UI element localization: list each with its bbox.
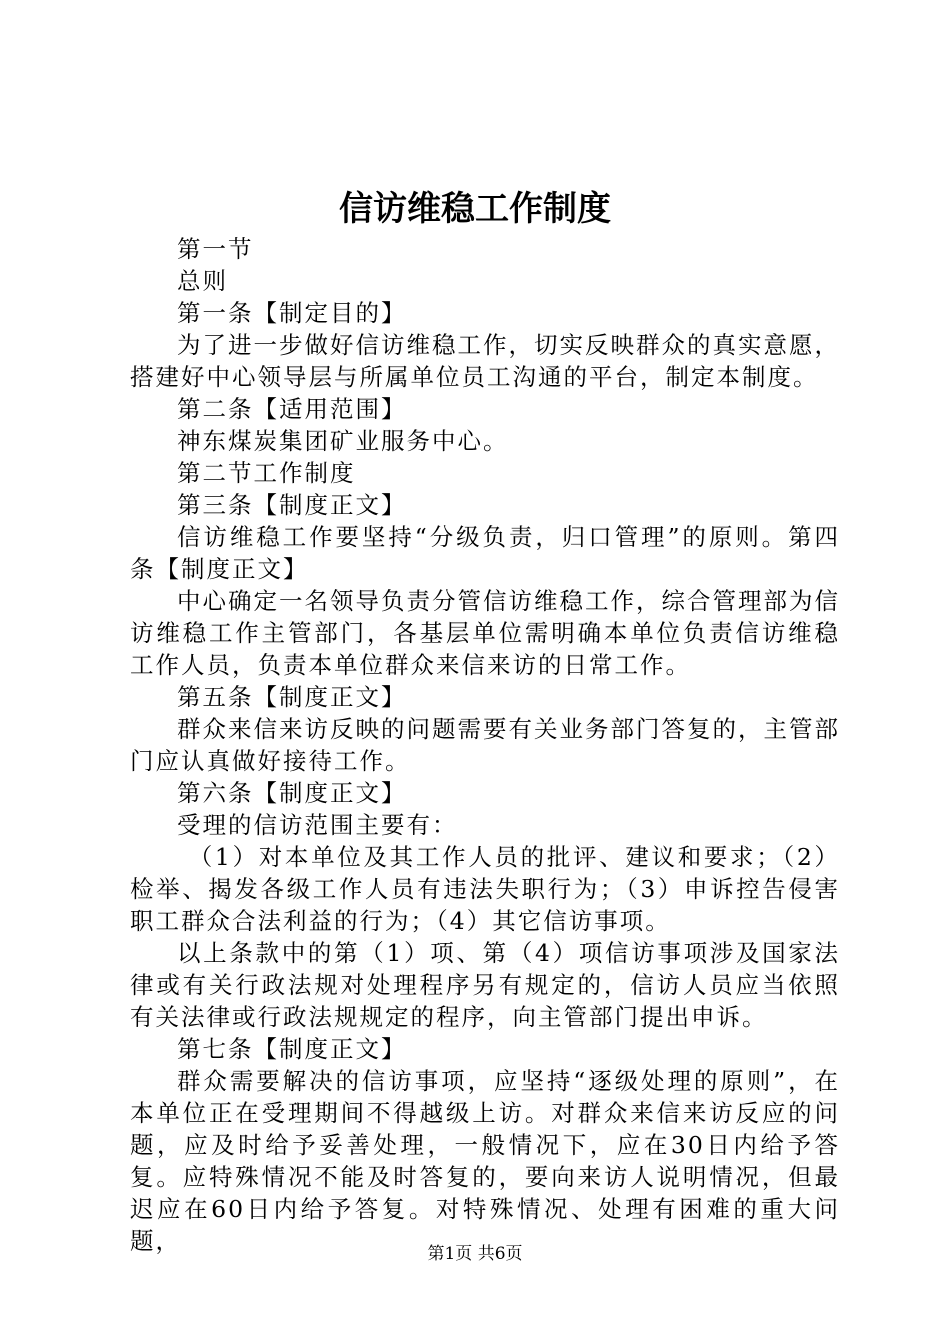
body-paragraph: 群众来信来访反映的问题需要有关业务部门答复的，主管部门应认真做好接待工作。 bbox=[130, 715, 840, 775]
article-heading: 第六条【制度正文】 bbox=[177, 779, 407, 807]
body-paragraph: 受理的信访范围主要有： bbox=[177, 811, 458, 839]
body-paragraph: 中心确定一名领导负责分管信访维稳工作，综合管理部为信访维稳工作主管部门，各基层单位需明确本单位负责信访维稳工作人员，负责本单位群众来信来访的日常工作。 bbox=[130, 587, 840, 679]
article-heading: 第七条【制度正文】 bbox=[177, 1035, 407, 1063]
body-paragraph: 为了进一步做好信访维稳工作，切实反映群众的真实意愿，搭建好中心领导层与所属单位员工沟通的平台，制定本制度。 bbox=[130, 331, 840, 391]
document-body bbox=[130, 233, 840, 1257]
article-heading: 第五条【制度正文】 bbox=[177, 683, 407, 711]
body-paragraph: 以上条款中的第（1）项、第（4）项信访事项涉及国家法律或有关行政法规对处理程序另有规定的，信访人员应当依照有关法律或行政法规规定的程序，向主管部门提出申诉。 bbox=[130, 939, 840, 1031]
section-heading: 第二节工作制度 bbox=[177, 459, 356, 487]
section-heading: 第一节 bbox=[177, 235, 254, 263]
enumerated-list-paragraph: （1）对本单位及其工作人员的批评、建议和要求；（2）检举、揭发各级工作人员有违法失职行为；（3）申诉控告侵害职工群众合法利益的行为；（4）其它信访事项。 bbox=[130, 843, 840, 935]
body-paragraph: 群众需要解决的信访事项，应坚持“逐级处理的原则”，在本单位正在受理期间不得越级上访。对群众来信来访反应的问题，应及时给予妥善处理，一般情况下，应在30日内给予答复。应特殊情况不能及时答复的，要向来访人说明情况，但最迟应在60日内给予答复。对特殊情况、处理有困难的重大问题， bbox=[130, 1067, 840, 1255]
section-subheading: 总则 bbox=[177, 267, 228, 295]
body-paragraph: 信访维稳工作要坚持“分级负责，归口管理”的原则。第四条【制度正文】 bbox=[130, 523, 840, 583]
article-heading: 第三条【制度正文】 bbox=[177, 491, 407, 519]
article-heading: 第二条【适用范围】 bbox=[177, 395, 407, 423]
article-heading: 第一条【制定目的】 bbox=[177, 299, 407, 327]
page-number-footer: 第1页 共6页 bbox=[427, 1244, 523, 1264]
body-paragraph: 神东煤炭集团矿业服务中心。 bbox=[177, 427, 509, 455]
document-title: 信访维稳工作制度 bbox=[339, 189, 611, 229]
